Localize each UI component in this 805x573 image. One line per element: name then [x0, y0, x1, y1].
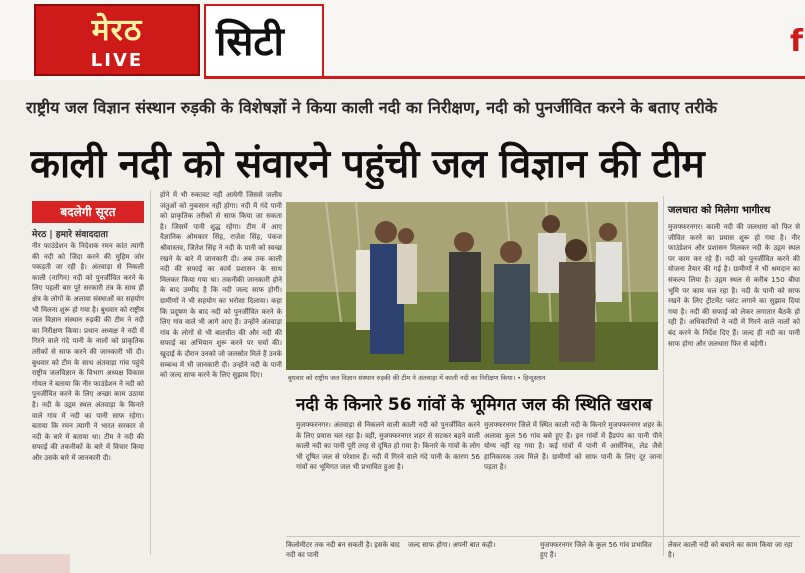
- masthead-corner-glyph: f: [790, 24, 804, 59]
- section-title: सिटी: [216, 19, 284, 65]
- corner-mark: [0, 554, 70, 573]
- article-column-1: नीर फाउंडेशन के निदेशक रमन कांत त्यागी की नदी को जिंदा करने की मुहिम जोर पकड़ती जा रही है। अंतवाड़ा से निकली काली (नागिन) नदी को पुनर्जीवित करने के लिए पहली बार पूरे सरकारी तंत्र के साथ ही क्षेत्र के लोगों के अलावा संस्थाओं का सहयोग भी मिलना शुरू हो गया है। बुधवार को राष्ट्रीय जल विज्ञान संस्थान रुड़की की टीम ने नदी का निरीक्षण किया। प्रधान अध्यक्ष ने नदी में गिरने वाले गंदे पानी के नालों को प्राकृतिक तरीकों से साफ करने की जानकारी भी दी। बुधवार को टीम के साथ अंतवाड़ा गांव पहुंचे राष्ट्रीय जलविज्ञान के विभाग अध्यक्ष विकास गोयल ने बताया कि नीर फाउंडेशन ने नदी को पुनर्जीवित करने के लिए अच्छा काम उठाया है। नदी के उद्गम स्थल अंतवाड़ा के किनारे वाले गांव में नदी का पानी साफ रहेगा। बताया कि रमन त्यागी ने भारत सरकार से नदी के बारे में बताया था। टीम ने नदी की सफाई की तकनीकों के बारे में विचार किया और उसके बारे में जानकारी दी।: [32, 242, 144, 462]
- strap-headline: राष्ट्रीय जल विज्ञान संस्थान रुड़की के विशेषज्ञों ने किया काली नदी का निरीक्षण, नदी को पुनर्जीवित करने के बताए तरीके: [26, 98, 718, 117]
- sub-story-headline: नदी के किनारे 56 गांवों के भूमिगत जल की स्थिति खराब: [296, 395, 652, 415]
- article-column-2: होने में भी रुकावट नहीं आयेगी जिससे जलीय जंतुओं को नुकसान नहीं होगा। नदी में गंदे पानी को प्राकृतिक तरीकों से साफ किया जा सकता है। जिसमें पानी शुद्ध रहेगा। टीम में आए वैज्ञानिक ओमकार सिंह, राजेश सिंह, पंकज श्रीवास्तव, जितेश सिंह ने नदी के पानी को स्वच्छ रखने के बारे में जानकारी दी। अब तक काली नदी की सफाई का कार्य प्रशासन के साथ मिलकर किया गया था। तकनीकी जानकारी होने के बाद उम्मीद है कि नदी जल्द साफ होगी। ग्रामीणों ने भी सहयोग का भरोसा दिलाया। कहा कि प्रदूषण के बाद नदी को पुनर्जीवित करने के लिए गांव वाले भी आगे आए हैं। उन्होंने अंतवाड़ा गांव के लोगों से भी बातचीत की और नदी की सफाई का अभियान शुरू करने पर चर्चा की। खुदाई के दौरान उनको जो जलस्रोत मिले हैं उनके सम्बन्ध में भी जानकारी दी। उन्होंने नदी के पानी को जल्द साफ करने के लिए सुझाव दिए।: [160, 191, 282, 380]
- photo-illustration: [286, 202, 658, 370]
- section-tab: [204, 4, 324, 76]
- right-story-text: मुजफ्फरनगर। काली नदी की जलधारा को फिर से जीवित करने का प्रयास शुरू हो गया है। नीर फाउंडेशन और प्रशासन मिलकर नदी के उद्गम स्थल पर काम कर रहे हैं। नदी को पुनर्जीवित करने की योजना तैयार की गई है। ग्रामीणों ने भी श्रमदान का संकल्प लिया है। उद्गम स्थल से करीब 150 बीघा भूमि पर काम चल रहा है। नदी के पानी को साफ रखने के लिए ट्रीटमेंट प्लांट लगाने का सुझाव दिया गया है। नदी की सफाई को लेकर लगातार बैठकें हो रही हैं। अधिकारियों ने नदी में गिरने वाले नालों को बंद करने के निर्देश दिए हैं। जल्द ही नदी का पानी साफ होगा और जलधारा फिर से बहेगी।: [668, 223, 800, 348]
- right-story-headline: जलधारा को मिलेगा भागीरथ: [668, 205, 771, 216]
- footer-text-3: मुजफ्फरनगर जिले के कुल 56 गांव प्रभावित हुए हैं।: [540, 541, 652, 559]
- sub-story-column-1: मुजफ्फरनगर। अंतवाड़ा से निकलने वाली काली नदी को पुनर्जीवित करने के लिए प्रयास चल रहा है। वहीं, मुजफ्फरनगर शहर से सटकर बहने वाली काली नदी का पानी पूरी तरह से दूषित हो गया है। किनारे के गांवों के लोग भी दूषित जल से परेशान हैं। नदी में गिरने वाले गंदे पानी के कारण 56 गांवों का भूमिगत जल भी प्रभावित हुआ है।: [296, 421, 480, 472]
- footer-text-2: जल्द साफ होगा। अपनी बात कही।: [408, 541, 496, 549]
- main-headline: काली नदी को संवारने पहुंची जल विज्ञान की टीम: [30, 142, 705, 187]
- footer-text-4: लेकर काली नदी को बचाने का काम किया जा रहा है।: [668, 541, 793, 559]
- footer-text-1: किलोमीटर तक नदी बन सकती है। इसके बाद नदी का पानी: [286, 541, 400, 559]
- column-divider-right: [663, 196, 664, 556]
- masthead-rule: [204, 76, 805, 79]
- news-photo: [286, 202, 658, 370]
- logo-live: LIVE: [90, 50, 144, 71]
- footer-rule: [286, 536, 800, 537]
- sub-story-column-2: मुजफ्फरनगर जिले में स्थित काली नदी के किनारे मुजफ्फरनगर शहर के अलावा कुल 56 गांव बसे हुए हैं। इन गांवों में हैंडपंप का पानी पीने योग्य नहीं रह गया है। कई गांवों में पानी में आर्सेनिक, लेड जैसे हानिकारक तत्व मिले हैं। ग्रामीणों को साफ पानी के लिए दूर जाना पड़ता है।: [484, 421, 662, 472]
- column-divider: [150, 190, 151, 555]
- newspaper-logo: [34, 4, 200, 76]
- byline: मेरठ | हमारे संवाददाता: [32, 230, 108, 240]
- logo-name: मेरठ: [91, 13, 143, 48]
- section-badge: बदलेगी सूरत: [32, 201, 144, 223]
- photo-caption: बुधवार को राष्ट्रीय जल विज्ञान संस्थान रुड़की की टीम ने अंतवाड़ा में काली नदी का निरीक्षण किया। • हिन्दुस्तान: [288, 374, 546, 382]
